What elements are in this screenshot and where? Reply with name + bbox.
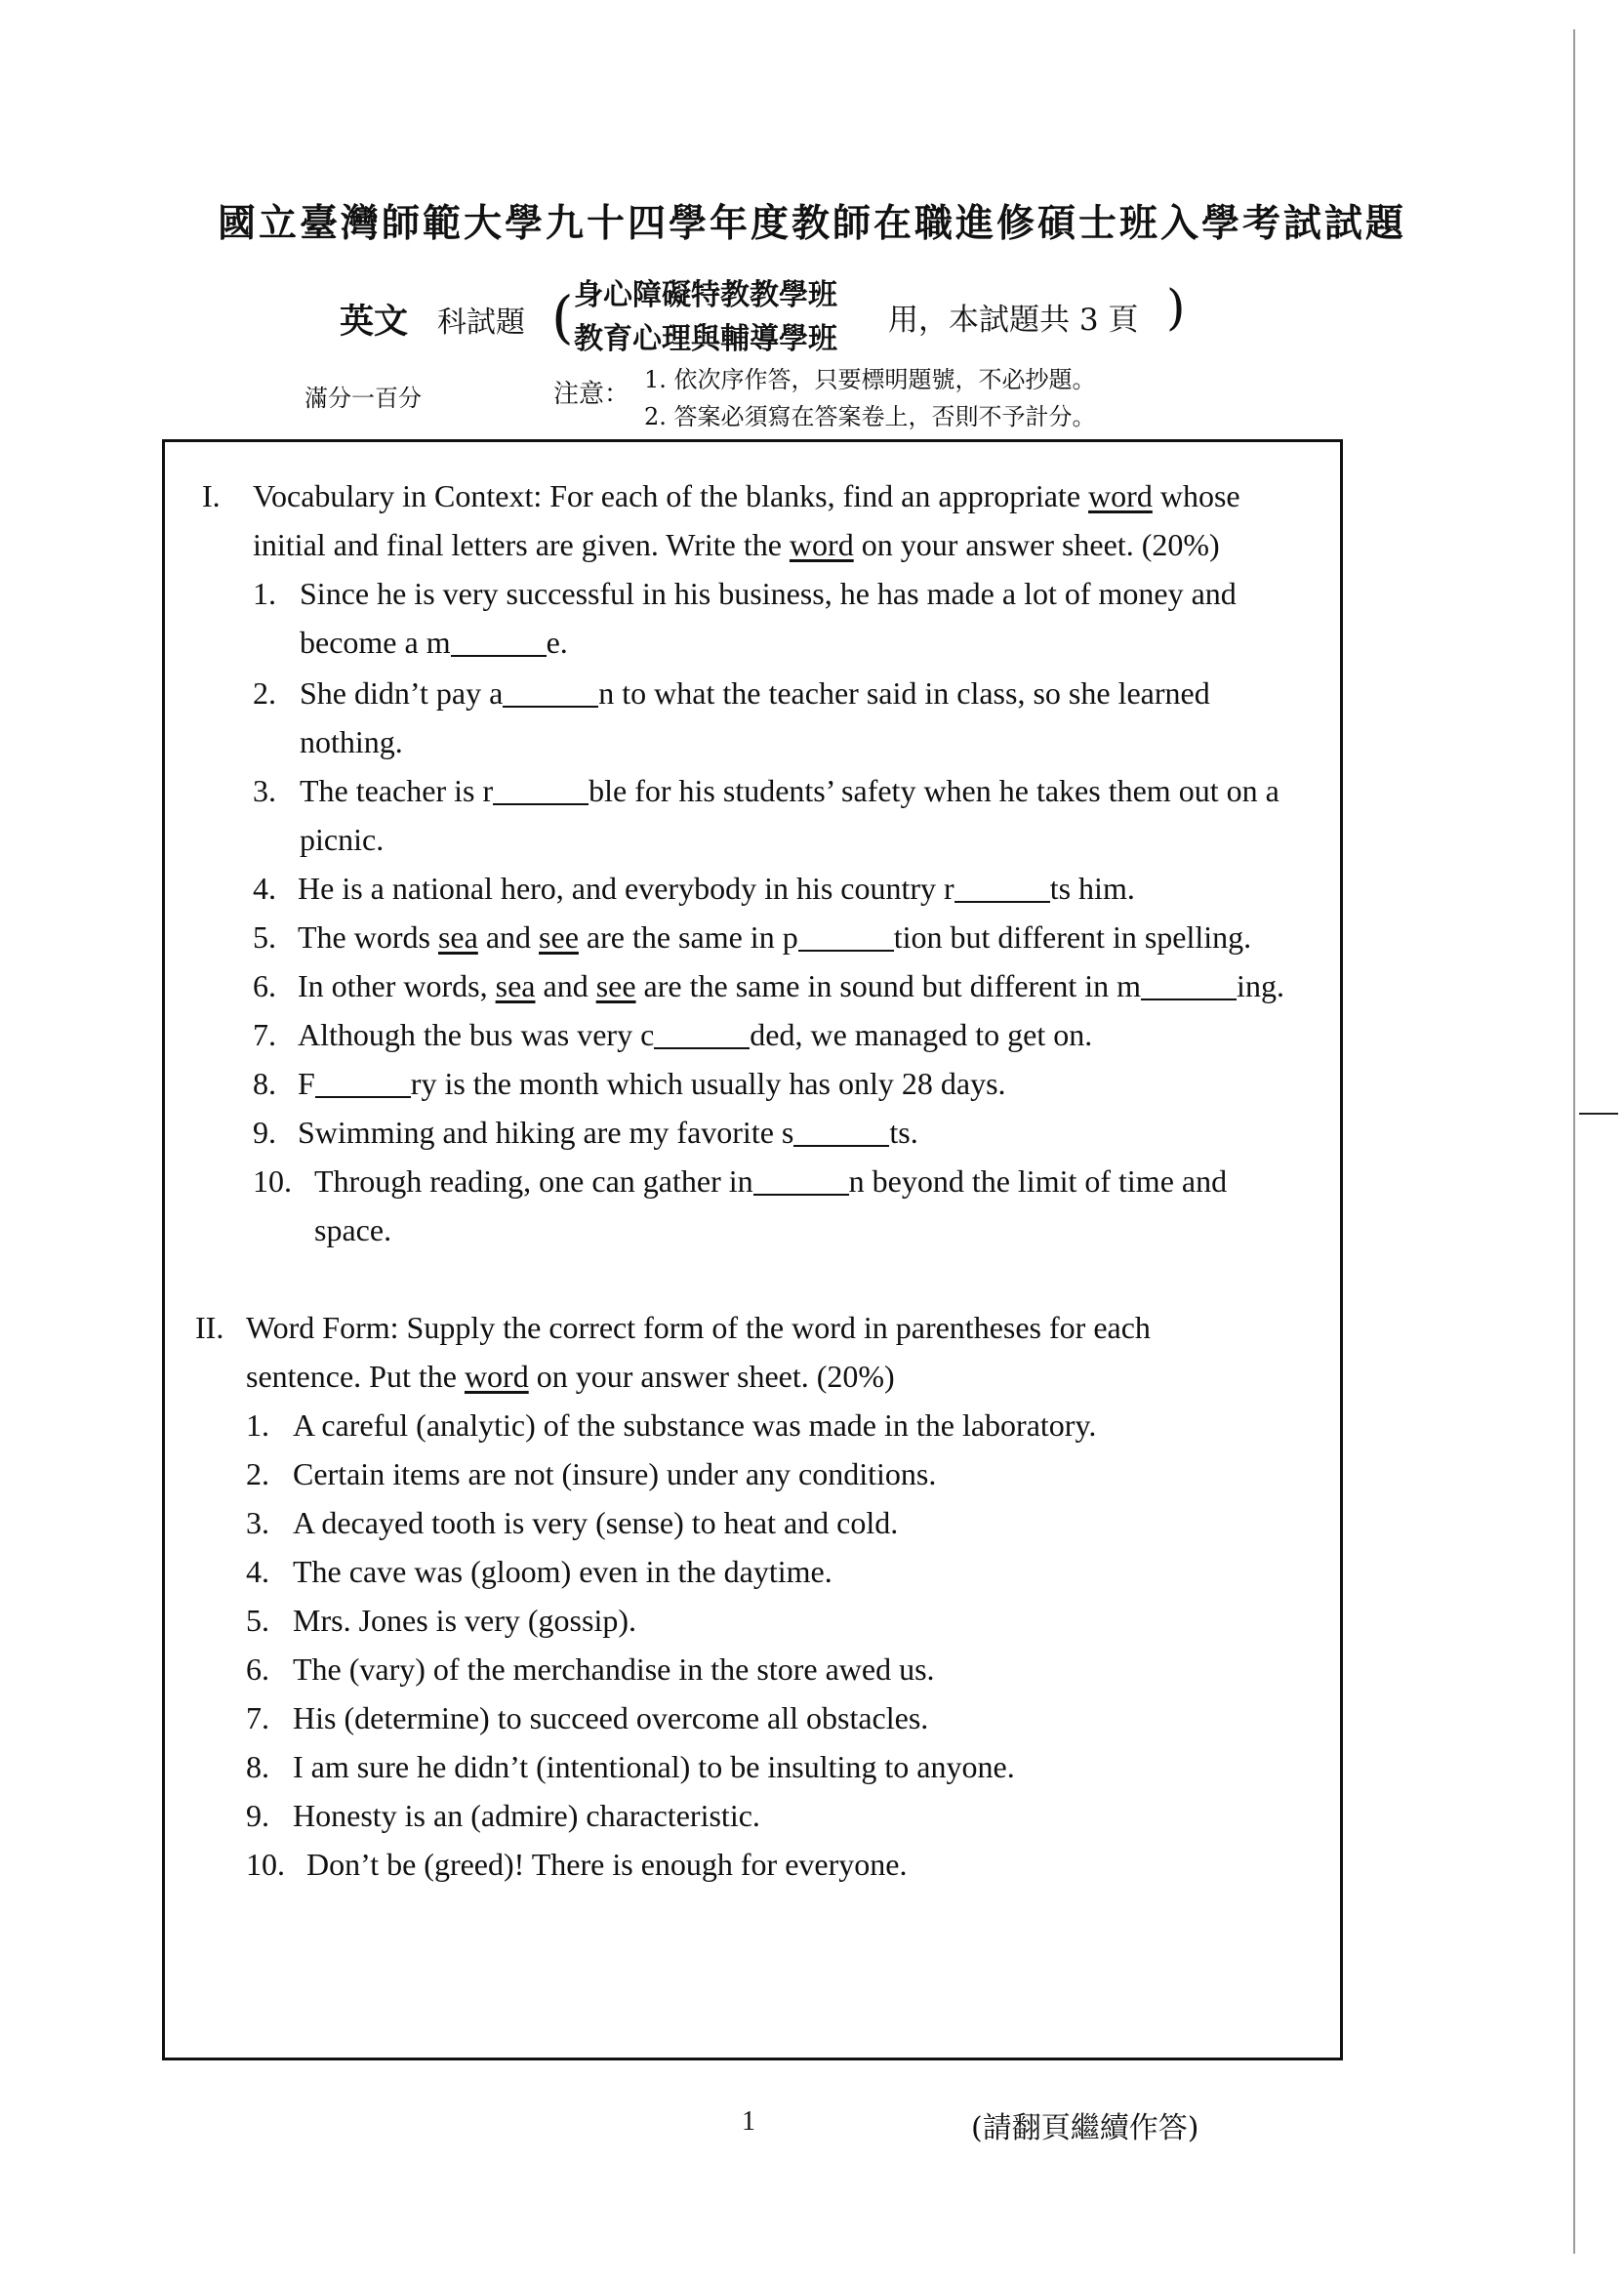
q2-text: She didn’t pay a n to what the teacher said in class, so she learned <box>300 675 1210 711</box>
word-form-item: The cave was (gloom) even in the daytime. <box>293 1554 832 1589</box>
program-brace-close: ) <box>1166 279 1186 336</box>
answer-blank <box>315 1069 411 1098</box>
program-item: 身心障礙特教教學班 <box>574 278 837 312</box>
q7-number: 7. <box>253 1017 276 1052</box>
q2-number: 2. <box>253 675 276 711</box>
section1-numeral: I. <box>202 478 221 513</box>
q7-text: Although the bus was very c ded, we managed to get on. <box>298 1017 1093 1052</box>
q6-number: 6. <box>253 968 276 1003</box>
section1-heading-line1: Vocabulary in Context: For each of the blanks, find an appropriate word whose <box>253 478 1240 513</box>
q4-number: 4. <box>253 871 276 906</box>
word-form-number: 2. <box>246 1456 269 1491</box>
word-form-item: Certain items are not (insure) under any conditions. <box>293 1456 937 1491</box>
q2-text-cont: nothing. <box>300 724 403 759</box>
word-form-item: Don’t be (greed)! There is enough for everyone. <box>306 1847 908 1882</box>
section1-heading-line2: initial and final letters are given. Write the word on your answer sheet. (20%) <box>253 527 1220 562</box>
word-form-item: Honesty is an (admire) characteristic. <box>293 1798 760 1833</box>
q3-text: The teacher is r ble for his students’ safety when he takes them out on a <box>300 773 1279 808</box>
usage-note: 用，本試題共 3 頁 <box>888 303 1139 338</box>
word-form-number: 7. <box>246 1700 269 1735</box>
continue-note: (請翻頁繼續作答) <box>971 2111 1199 2145</box>
q8-text: F ry is the month which usually has only 28 days. <box>298 1066 1006 1101</box>
word-form-item: Mrs. Jones is very (gossip). <box>293 1603 636 1638</box>
answer-blank <box>451 628 547 657</box>
answer-blank <box>793 1118 889 1147</box>
word-form-number: 5. <box>246 1603 269 1638</box>
q10-text: Through reading, one can gather in n beyond the limit of time and <box>314 1163 1228 1199</box>
section2-heading-line1: Word Form: Supply the correct form of the word in parentheses for each <box>246 1310 1151 1345</box>
scan-edge-line <box>1573 29 1575 2254</box>
word-form-item: A decayed tooth is very (sense) to heat and cold. <box>293 1505 899 1540</box>
word-form-number: 9. <box>246 1798 269 1833</box>
word-form-item: A careful (analytic) of the substance was made in the laboratory. <box>293 1407 1097 1443</box>
q4-text: He is a national hero, and everybody in his country r ts him. <box>298 871 1135 906</box>
q9-number: 9. <box>253 1115 276 1150</box>
program-item: 教育心理與輔導學班 <box>574 322 837 356</box>
q1-text-cont: become a m e. <box>300 625 568 660</box>
exam-title: 國立臺灣師範大學九十四學年度教師在職進修碩士班入學考試試題 <box>217 201 1406 246</box>
word-form-number: 8. <box>246 1749 269 1784</box>
answer-blank <box>954 874 1050 903</box>
answer-blank <box>503 678 598 708</box>
q3-number: 3. <box>253 773 276 808</box>
word-form-number: 1. <box>246 1407 269 1443</box>
subject-name: 英文 <box>340 302 409 342</box>
page-number: 1 <box>742 2106 755 2137</box>
q10-text-cont: space. <box>314 1212 392 1247</box>
word-form-number: 10. <box>246 1847 285 1882</box>
word-form-item: His (determine) to succeed overcome all obstacles. <box>293 1700 929 1735</box>
full-score: 滿分一百分 <box>304 385 422 412</box>
answer-blank <box>798 922 894 952</box>
word-form-item: The (vary) of the merchandise in the store awed us. <box>293 1651 935 1687</box>
program-brace-open: ( <box>551 284 574 350</box>
q6-text: In other words, sea and see are the same in sound but different in m ing. <box>298 968 1284 1003</box>
notice-item: 1. 依次序作答，只要標明題號，不必抄題。 <box>644 366 1096 393</box>
q8-number: 8. <box>253 1066 276 1101</box>
q5-text: The words sea and see are the same in p tion but different in spelling. <box>298 919 1252 955</box>
q1-text: Since he is very successful in his business, he has made a lot of money and <box>300 576 1237 611</box>
scan-edge-mark <box>1579 1113 1618 1115</box>
word-form-item: I am sure he didn’t (intentional) to be insulting to anyone. <box>293 1749 1015 1784</box>
program-list <box>574 273 837 361</box>
q10-number: 10. <box>253 1163 292 1199</box>
word-form-number: 4. <box>246 1554 269 1589</box>
answer-blank <box>753 1166 849 1196</box>
answer-blank <box>1141 971 1237 1000</box>
word-form-number: 3. <box>246 1505 269 1540</box>
q5-number: 5. <box>253 919 276 955</box>
section2-heading-line2: sentence. Put the word on your answer sheet. (20%) <box>246 1359 895 1394</box>
answer-blank <box>654 1020 750 1049</box>
answer-blank <box>493 776 589 805</box>
notice-item: 2. 答案必須寫在答案卷上，否則不予計分。 <box>644 403 1096 430</box>
notice-label: 注意： <box>553 380 630 409</box>
q9-text: Swimming and hiking are my favorite s ts. <box>298 1115 918 1150</box>
q3-text-cont: picnic. <box>300 822 385 857</box>
word-form-number: 6. <box>246 1651 269 1687</box>
q1-number: 1. <box>253 576 276 611</box>
subject-suffix: 科試題 <box>437 306 525 340</box>
section2-numeral: II. <box>195 1310 224 1345</box>
notice-list <box>644 361 1096 435</box>
